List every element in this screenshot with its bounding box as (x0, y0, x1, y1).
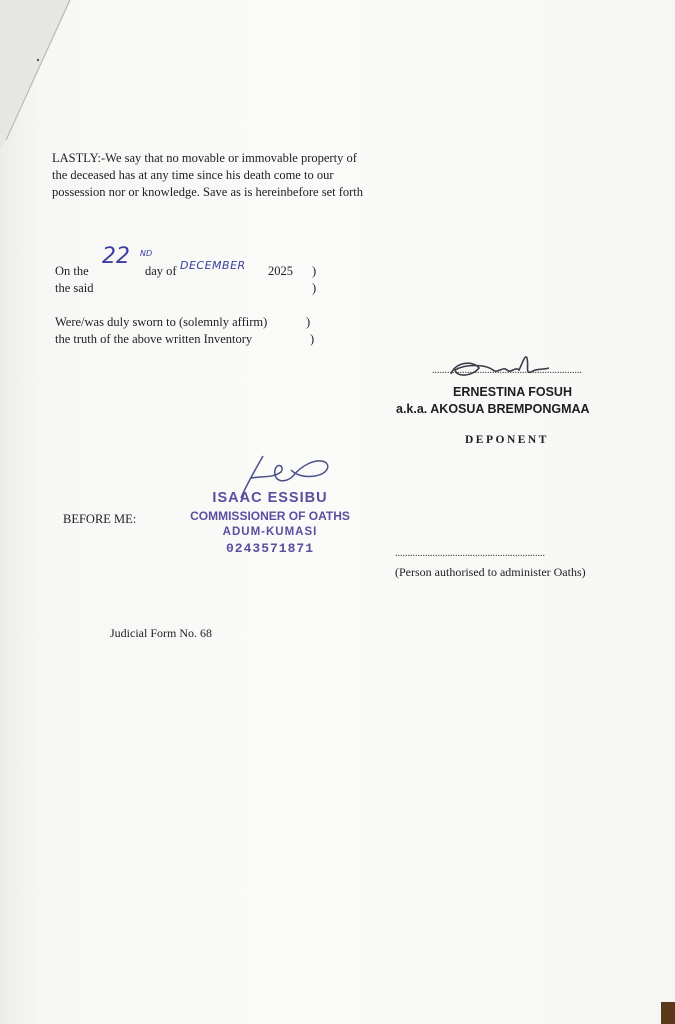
handwritten-day-suffix: ND (140, 249, 153, 258)
stamp-phone: 0243571871 (225, 541, 314, 556)
lastly-line-1: LASTLY:-We say that no movable or immovable property of (52, 151, 357, 165)
lastly-line-3: possession nor or knowledge. Save as is hereinbefore set forth (52, 185, 364, 199)
the-said-label: the said (55, 281, 94, 295)
handwritten-day: 22 (102, 244, 130, 269)
before-me-label: BEFORE ME: (63, 512, 137, 526)
deponent-aka: a.k.a. AKOSUA BREMPONGMAA (396, 402, 590, 416)
lastly-line-2: the deceased has at any time since his death come to our (52, 168, 334, 182)
stamp-location: ADUM-KUMASI (222, 526, 318, 538)
commissioner-signature-line: ............................................................ (395, 548, 545, 559)
on-the-label: On the (55, 264, 89, 278)
bracket-4: ) (310, 332, 315, 346)
sworn-line-1: Were/was duly sworn to (solemnly affirm) (55, 315, 268, 329)
sworn-line-2: the truth of the above written Inventory (55, 332, 253, 346)
bracket-2: ) (312, 281, 317, 295)
bracket-3: ) (306, 315, 311, 329)
bracket-1: ) (312, 264, 317, 278)
stamp-title: COMMISSIONER OF OATHS (190, 509, 350, 523)
deponent-name: ERNESTINA FOSUH (453, 385, 572, 399)
year-label: 2025 (268, 264, 293, 278)
day-of-label: day of (145, 264, 177, 278)
scan-edge-corner (661, 1002, 675, 1024)
lastly-paragraph (52, 150, 432, 201)
stamp-name: ISAAC ESSIBU (212, 490, 328, 506)
deponent-role: DEPONENT (465, 434, 549, 446)
commissioner-caption: (Person authorised to administer Oaths) (395, 565, 586, 579)
deponent-signature-line: ............................................................ (432, 365, 582, 376)
handwritten-month: DECEMBER (180, 259, 246, 272)
judicial-form-number: Judicial Form No. 68 (110, 626, 212, 640)
